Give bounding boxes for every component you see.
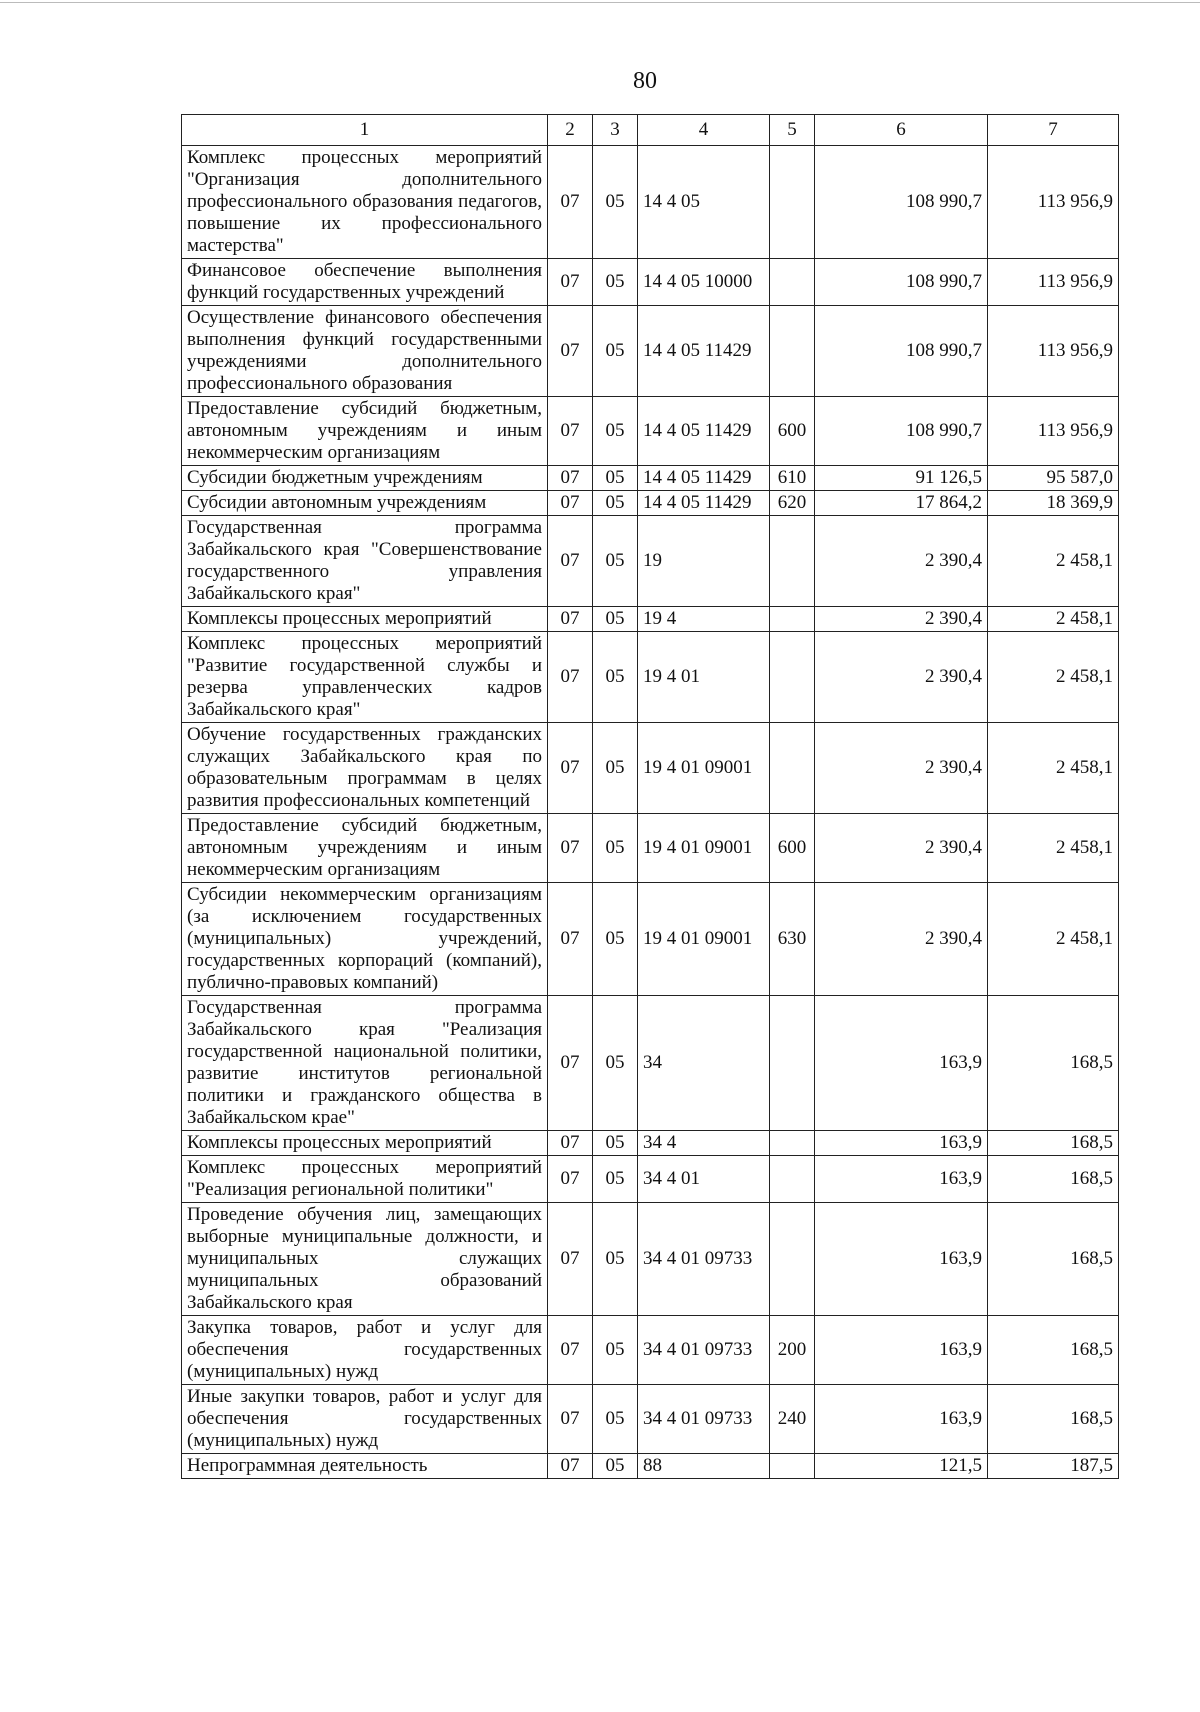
amount-year2-cell: 2 458,1 (988, 883, 1119, 996)
subsection-cell: 05 (593, 466, 638, 491)
amount-year2-cell: 168,5 (988, 1385, 1119, 1454)
expense-type-cell (770, 607, 815, 632)
table-row (182, 397, 1119, 466)
target-article-cell: 19 (638, 516, 770, 607)
subsection-cell: 05 (593, 996, 638, 1131)
column-header-3: 3 (593, 115, 638, 146)
amount-year1-cell: 163,9 (815, 1203, 988, 1316)
section-cell: 07 (548, 146, 593, 259)
column-header-2: 2 (548, 115, 593, 146)
column-header-7: 7 (988, 115, 1119, 146)
expense-type-cell: 240 (770, 1385, 815, 1454)
subsection-cell: 05 (593, 723, 638, 814)
expense-type-cell (770, 306, 815, 397)
amount-year2-cell: 168,5 (988, 1156, 1119, 1203)
row-name-cell: Осуществление финансового обеспечения выполнения функций государственными учреждениями дополнительного профессионального образования (182, 306, 548, 397)
table-row (182, 607, 1119, 632)
section-cell: 07 (548, 1131, 593, 1156)
row-name-cell: Комплексы процессных мероприятий (182, 1131, 548, 1156)
expense-type-cell: 620 (770, 491, 815, 516)
target-article-cell: 14 4 05 11429 (638, 466, 770, 491)
amount-year1-cell: 163,9 (815, 1385, 988, 1454)
amount-year1-cell: 2 390,4 (815, 883, 988, 996)
section-cell: 07 (548, 996, 593, 1131)
expense-type-cell (770, 146, 815, 259)
section-cell: 07 (548, 1156, 593, 1203)
table-row (182, 996, 1119, 1131)
expense-type-cell: 630 (770, 883, 815, 996)
expense-type-cell (770, 632, 815, 723)
target-article-cell: 19 4 01 09001 (638, 883, 770, 996)
table-row (182, 1203, 1119, 1316)
subsection-cell: 05 (593, 397, 638, 466)
section-cell: 07 (548, 723, 593, 814)
table-row (182, 723, 1119, 814)
expense-type-cell: 600 (770, 397, 815, 466)
subsection-cell: 05 (593, 516, 638, 607)
amount-year1-cell: 2 390,4 (815, 814, 988, 883)
row-name-cell: Государственная программа Забайкальского края "Реализация государственной национальной политики, развитие институтов региональной политики и гражданского общества в Забайкальском крае" (182, 996, 548, 1131)
amount-year1-cell: 163,9 (815, 1131, 988, 1156)
amount-year2-cell: 168,5 (988, 1203, 1119, 1316)
table-row (182, 883, 1119, 996)
row-name-cell: Субсидии автономным учреждениям (182, 491, 548, 516)
section-cell: 07 (548, 607, 593, 632)
amount-year2-cell: 113 956,9 (988, 397, 1119, 466)
section-cell: 07 (548, 814, 593, 883)
header-row (182, 115, 1119, 146)
table-row (182, 306, 1119, 397)
target-article-cell: 34 4 01 09733 (638, 1203, 770, 1316)
row-name-cell: Обучение государственных гражданских служащих Забайкальского края по образовательным программам в целях развития профессиональных компетенций (182, 723, 548, 814)
amount-year1-cell: 108 990,7 (815, 397, 988, 466)
row-name-cell: Комплекс процессных мероприятий "Развитие государственной службы и резерва управленческих кадров Забайкальского края" (182, 632, 548, 723)
amount-year1-cell: 2 390,4 (815, 516, 988, 607)
target-article-cell: 34 4 01 09733 (638, 1316, 770, 1385)
amount-year1-cell: 121,5 (815, 1454, 988, 1479)
table-row (182, 516, 1119, 607)
expense-type-cell (770, 1454, 815, 1479)
target-article-cell: 14 4 05 10000 (638, 259, 770, 306)
subsection-cell: 05 (593, 306, 638, 397)
table-row (182, 1156, 1119, 1203)
section-cell: 07 (548, 1203, 593, 1316)
table-row (182, 1454, 1119, 1479)
target-article-cell: 88 (638, 1454, 770, 1479)
row-name-cell: Комплексы процессных мероприятий (182, 607, 548, 632)
row-name-cell: Субсидии некоммерческим организациям (за исключением государственных (муниципальных) учреждений, государственных корпораций (компаний), публично-правовых компаний) (182, 883, 548, 996)
amount-year1-cell: 17 864,2 (815, 491, 988, 516)
target-article-cell: 19 4 01 09001 (638, 723, 770, 814)
table-row (182, 1316, 1119, 1385)
amount-year2-cell: 2 458,1 (988, 632, 1119, 723)
page-number: 80 (633, 68, 657, 94)
section-cell: 07 (548, 259, 593, 306)
row-name-cell: Непрограммная деятельность (182, 1454, 548, 1479)
amount-year2-cell: 187,5 (988, 1454, 1119, 1479)
row-name-cell: Проведение обучения лиц, замещающих выборные муниципальные должности, и муниципальных служащих муниципальных образований Забайкальского края (182, 1203, 548, 1316)
subsection-cell: 05 (593, 1156, 638, 1203)
row-name-cell: Иные закупки товаров, работ и услуг для обеспечения государственных (муниципальных) нужд (182, 1385, 548, 1454)
subsection-cell: 05 (593, 259, 638, 306)
row-name-cell: Субсидии бюджетным учреждениям (182, 466, 548, 491)
target-article-cell: 14 4 05 11429 (638, 491, 770, 516)
section-cell: 07 (548, 883, 593, 996)
table-row (182, 146, 1119, 259)
budget-table (181, 114, 1119, 1479)
amount-year1-cell: 2 390,4 (815, 723, 988, 814)
amount-year1-cell: 91 126,5 (815, 466, 988, 491)
subsection-cell: 05 (593, 632, 638, 723)
subsection-cell: 05 (593, 1131, 638, 1156)
expense-type-cell (770, 259, 815, 306)
amount-year2-cell: 113 956,9 (988, 306, 1119, 397)
amount-year2-cell: 113 956,9 (988, 146, 1119, 259)
section-cell: 07 (548, 632, 593, 723)
row-name-cell: Государственная программа Забайкальского края "Совершенствование государственного управления Забайкальского края" (182, 516, 548, 607)
section-cell: 07 (548, 306, 593, 397)
amount-year1-cell: 108 990,7 (815, 259, 988, 306)
expense-type-cell (770, 996, 815, 1131)
table-row (182, 491, 1119, 516)
amount-year2-cell: 95 587,0 (988, 466, 1119, 491)
row-name-cell: Предоставление субсидий бюджетным, автономным учреждениям и иным некоммерческим организациям (182, 814, 548, 883)
expense-type-cell: 610 (770, 466, 815, 491)
row-name-cell: Комплекс процессных мероприятий "Организация дополнительного профессионального образования педагогов, повышение их профессионального мастерства" (182, 146, 548, 259)
table-row (182, 814, 1119, 883)
target-article-cell: 34 (638, 996, 770, 1131)
column-header-4: 4 (638, 115, 770, 146)
amount-year1-cell: 2 390,4 (815, 607, 988, 632)
section-cell: 07 (548, 516, 593, 607)
table-row (182, 632, 1119, 723)
target-article-cell: 34 4 01 09733 (638, 1385, 770, 1454)
subsection-cell: 05 (593, 1385, 638, 1454)
amount-year2-cell: 2 458,1 (988, 516, 1119, 607)
row-name-cell: Финансовое обеспечение выполнения функций государственных учреждений (182, 259, 548, 306)
subsection-cell: 05 (593, 607, 638, 632)
target-article-cell: 14 4 05 11429 (638, 397, 770, 466)
target-article-cell: 14 4 05 11429 (638, 306, 770, 397)
target-article-cell: 34 4 (638, 1131, 770, 1156)
expense-type-cell (770, 723, 815, 814)
amount-year2-cell: 18 369,9 (988, 491, 1119, 516)
amount-year2-cell: 168,5 (988, 1316, 1119, 1385)
amount-year2-cell: 2 458,1 (988, 723, 1119, 814)
section-cell: 07 (548, 397, 593, 466)
expense-type-cell (770, 1131, 815, 1156)
subsection-cell: 05 (593, 146, 638, 259)
column-header-6: 6 (815, 115, 988, 146)
column-header-1: 1 (182, 115, 548, 146)
subsection-cell: 05 (593, 491, 638, 516)
row-name-cell: Комплекс процессных мероприятий "Реализация региональной политики" (182, 1156, 548, 1203)
subsection-cell: 05 (593, 814, 638, 883)
section-cell: 07 (548, 1385, 593, 1454)
subsection-cell: 05 (593, 1454, 638, 1479)
target-article-cell: 19 4 01 09001 (638, 814, 770, 883)
expense-type-cell: 200 (770, 1316, 815, 1385)
target-article-cell: 14 4 05 (638, 146, 770, 259)
table-row (182, 1385, 1119, 1454)
amount-year1-cell: 163,9 (815, 1156, 988, 1203)
amount-year2-cell: 168,5 (988, 1131, 1119, 1156)
column-header-5: 5 (770, 115, 815, 146)
amount-year2-cell: 2 458,1 (988, 814, 1119, 883)
section-cell: 07 (548, 466, 593, 491)
row-name-cell: Предоставление субсидий бюджетным, автономным учреждениям и иным некоммерческим организациям (182, 397, 548, 466)
amount-year1-cell: 163,9 (815, 996, 988, 1131)
table-row (182, 466, 1119, 491)
target-article-cell: 19 4 01 (638, 632, 770, 723)
scan-edge-line (0, 2, 1200, 3)
amount-year1-cell: 108 990,7 (815, 306, 988, 397)
expense-type-cell (770, 1156, 815, 1203)
section-cell: 07 (548, 1316, 593, 1385)
section-cell: 07 (548, 491, 593, 516)
amount-year2-cell: 168,5 (988, 996, 1119, 1131)
expense-type-cell (770, 516, 815, 607)
amount-year2-cell: 113 956,9 (988, 259, 1119, 306)
table-row (182, 259, 1119, 306)
amount-year2-cell: 2 458,1 (988, 607, 1119, 632)
subsection-cell: 05 (593, 1203, 638, 1316)
target-article-cell: 34 4 01 (638, 1156, 770, 1203)
expense-type-cell (770, 1203, 815, 1316)
amount-year1-cell: 2 390,4 (815, 632, 988, 723)
expense-type-cell: 600 (770, 814, 815, 883)
table-body (182, 146, 1119, 1479)
target-article-cell: 19 4 (638, 607, 770, 632)
section-cell: 07 (548, 1454, 593, 1479)
amount-year1-cell: 163,9 (815, 1316, 988, 1385)
row-name-cell: Закупка товаров, работ и услуг для обеспечения государственных (муниципальных) нужд (182, 1316, 548, 1385)
table-row (182, 1131, 1119, 1156)
subsection-cell: 05 (593, 1316, 638, 1385)
subsection-cell: 05 (593, 883, 638, 996)
amount-year1-cell: 108 990,7 (815, 146, 988, 259)
